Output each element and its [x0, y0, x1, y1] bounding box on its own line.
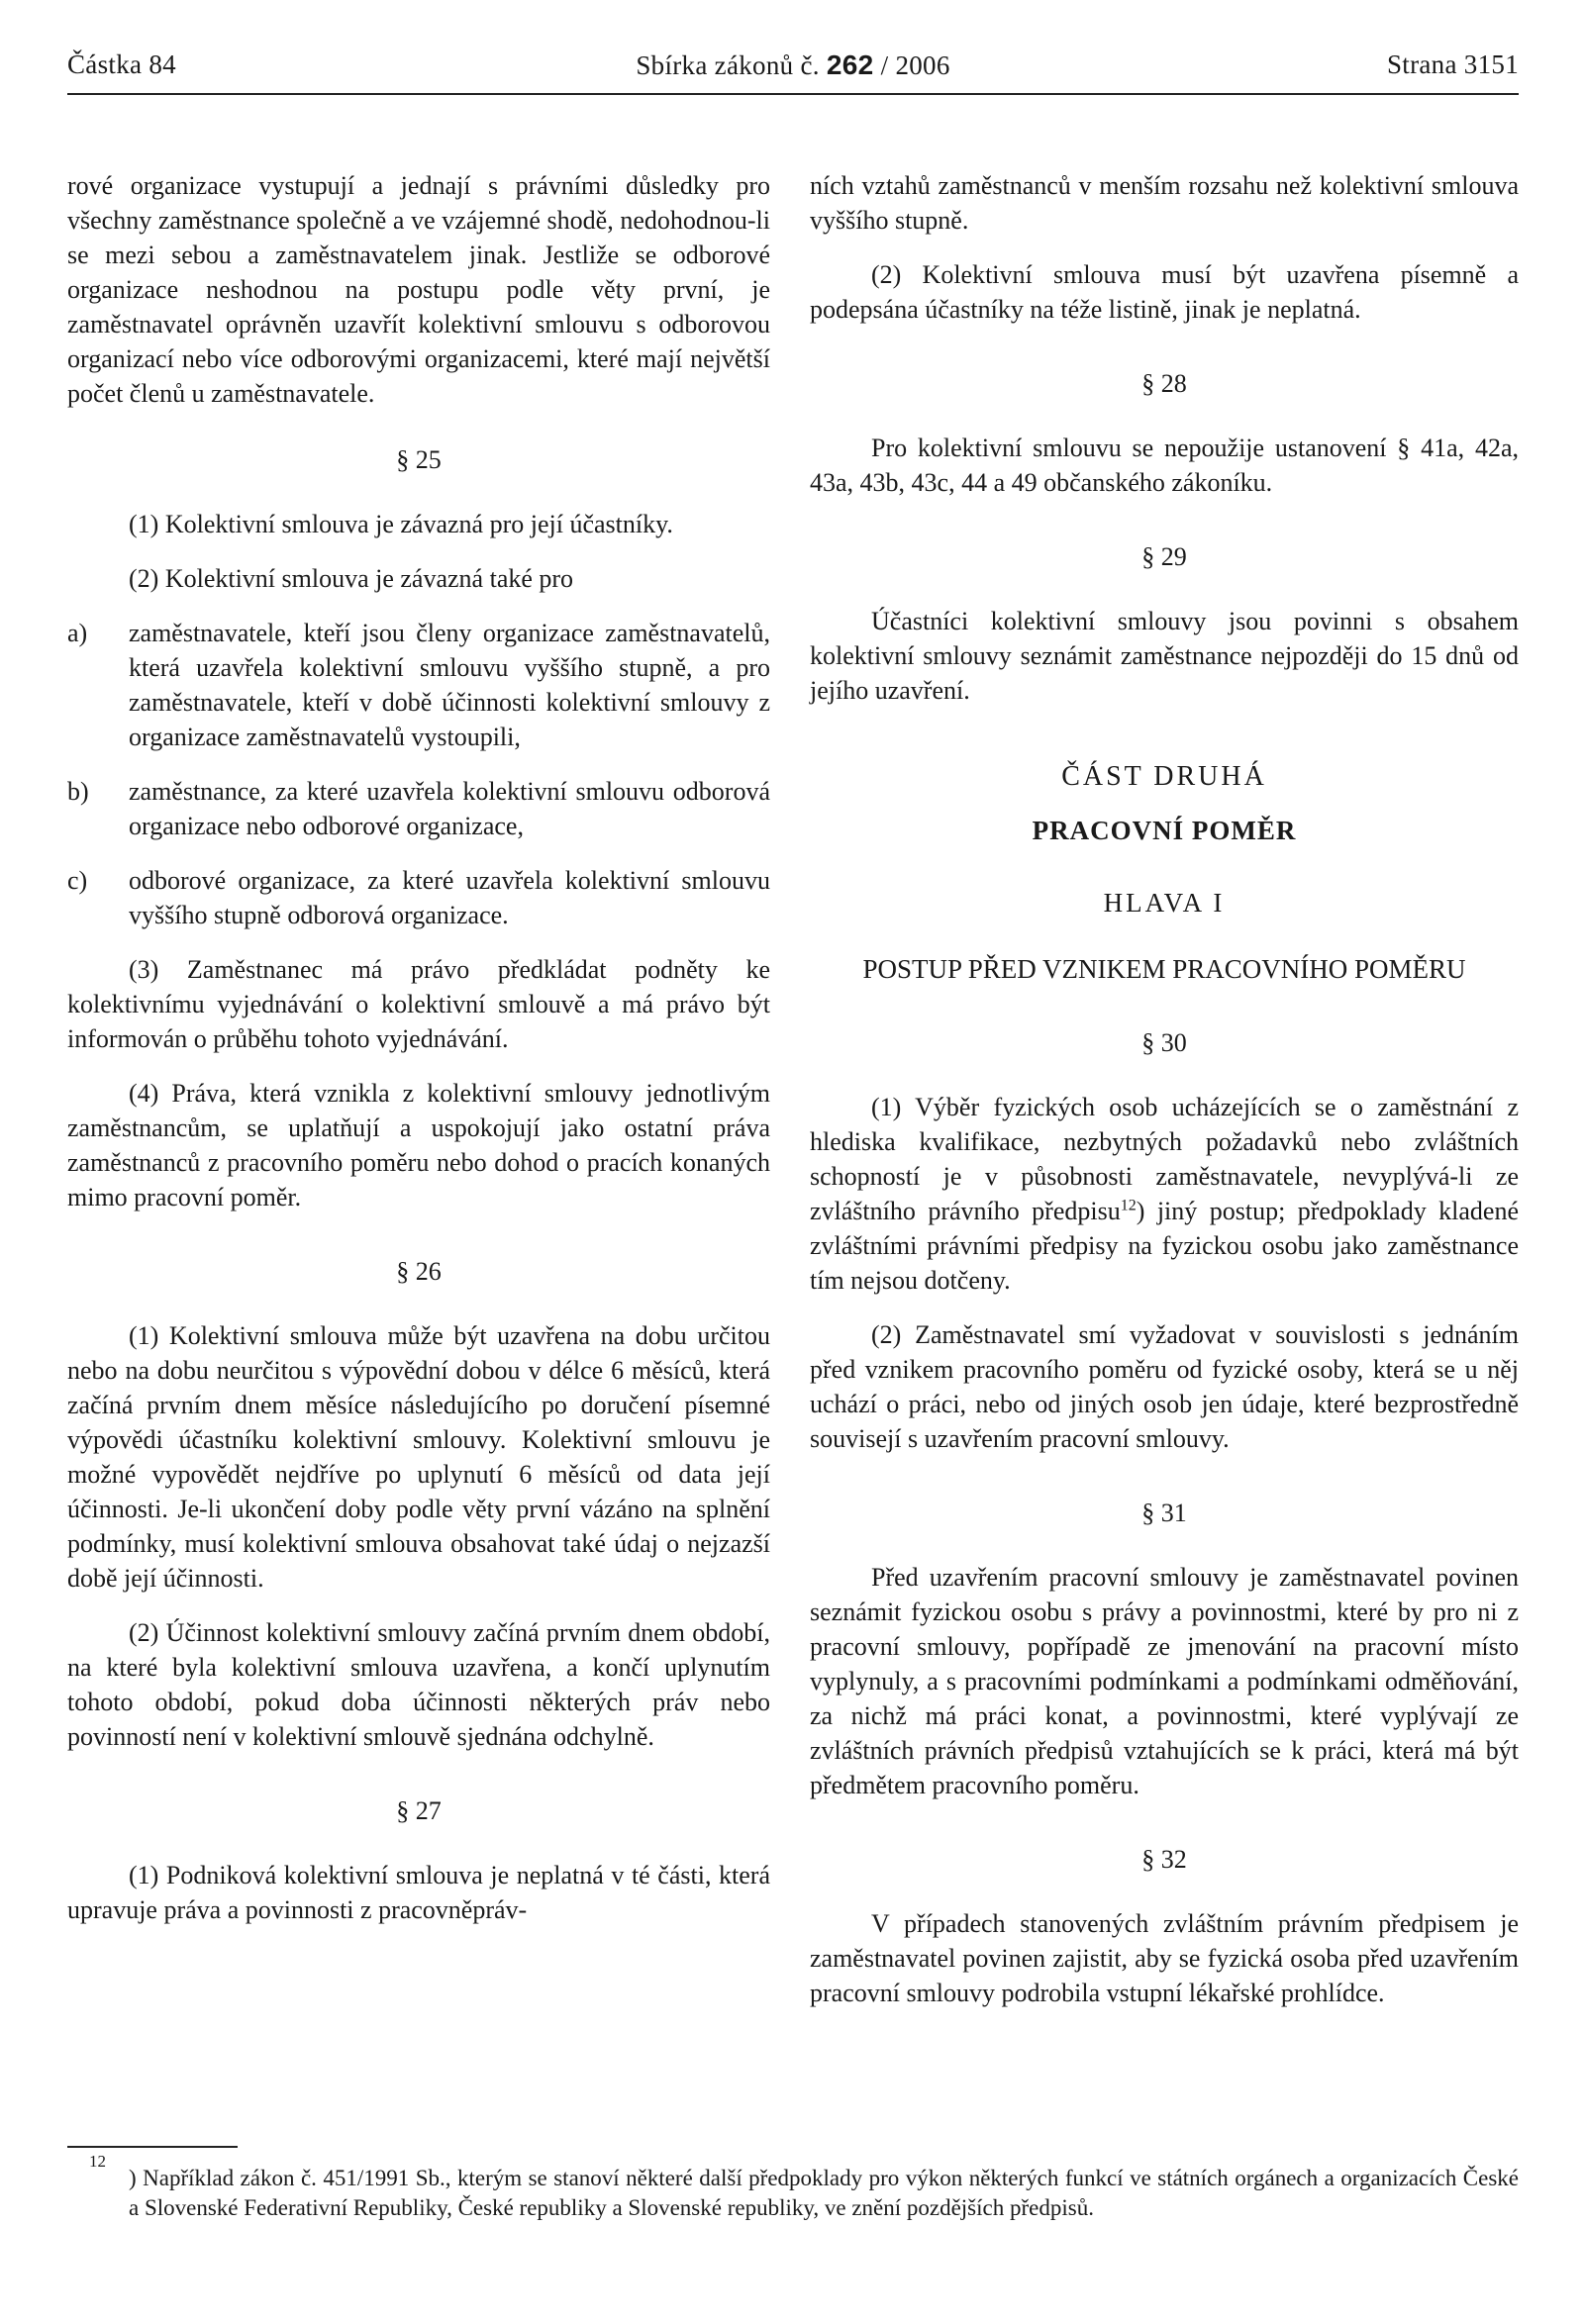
paragraph: (4) Práva, která vznikla z kolektivní smlouvy jednotlivým zaměstnancům, se uplatňují a uspokojují jako ostatní práva zaměstnanců z pracovního poměru nebo dohod o pracích konaných mimo pracovní poměr.: [67, 1079, 770, 1211]
paragraph-text: (1) Výběr fyzických osob ucházejících se o zaměstnání z hlediska kvalifikace, nezbytných požadavků nebo zvláštních schopností je v působnosti zaměstnavatele, nevyplývá-li ze zvláštního právního předpisu: [810, 1093, 1519, 1225]
paragraph: (1) Podniková kolektivní smlouva je neplatná v té části, která upravuje práva a povinnosti z pracovněpráv-: [67, 1861, 770, 1924]
paragraph: (3) Zaměstnanec má právo předkládat podněty ke kolektivnímu vyjednávání o kolektivní smlouvě a má právo být informován o průběhu tohoto vyjednávání.: [67, 955, 770, 1053]
section-heading: § 25: [396, 445, 442, 474]
paragraph: (2) Kolektivní smlouva je závazná také pro: [129, 564, 574, 593]
header-collection-prefix: Sbírka zákonů č.: [636, 50, 820, 80]
paragraph: (2) Kolektivní smlouva musí být uzavřena písemně a podepsána účastníky na téže listině, jinak je neplatná.: [810, 260, 1519, 324]
paragraph: V případech stanovených zvláštním právním předpisem je zaměstnavatel povinen zajistit, aby se fyzická osoba před uzavřením pracovní smlouvy podrobila vstupní lékařské prohlídce.: [810, 1909, 1519, 2007]
section-heading: § 32: [1141, 1845, 1187, 1874]
lettered-list: [67, 616, 770, 932]
paragraph: (1) Kolektivní smlouva může být uzavřena na dobu určitou nebo na dobu neurčitou s výpovědní dobou v délce 6 měsíců, která začíná prvním dnem měsíce následujícího po doručení písemné výpovědi účastníku kolektivní smlouvy. Kolektivní smlouvu je možné vypovědět nejdříve po uplynutí 6 měsíců od data její účinnosti. Je-li ukončení doby podle věty první vázáno na splnění podmínky, musí kolektivní smlouva obsahovat také údaj o nejzazší době její účinnosti.: [67, 1321, 770, 1593]
paragraph: Účastníci kolektivní smlouvy jsou povinni s obsahem kolektivní smlouvy seznámit zaměstnance nejpozději do 15 dnů od jejího uzavření.: [810, 607, 1519, 705]
list-item: [67, 863, 770, 932]
paragraph: (2) Zaměstnavatel smí vyžadovat v souvislosti s jednáním před vznikem pracovního poměru od fyzické osoby, která se u něj uchází o práci, nebo od jiných osob jen údaje, které bezprostředně souvisejí s uzavřením pracovní smlouvy.: [810, 1320, 1519, 1453]
part-title: ČÁST DRUHÁ: [1061, 761, 1267, 792]
chapter-title: HLAVA I: [1103, 888, 1226, 918]
header-part-number: Částka 84: [67, 49, 176, 79]
list-item-text: odborové organizace, za které uzavřela kolektivní smlouvu vyššího stupně odborová organizace.: [129, 866, 770, 929]
footnote-divider: [67, 2146, 238, 2148]
section-heading: § 29: [1141, 542, 1187, 571]
section-heading: § 27: [396, 1796, 442, 1825]
page-header: [67, 49, 1519, 95]
header-page-number: Strana 3151: [1386, 49, 1519, 79]
paragraph-text: ) jiný postup; předpoklady kladené zvláštními právními předpisy na fyzickou osobu jako zaměstnance tím nejsou dotčeny.: [810, 1197, 1519, 1295]
part-subtitle: PRACOVNÍ POMĚR: [1032, 816, 1297, 845]
list-item: [67, 616, 770, 754]
header-collection-title: [67, 49, 1519, 81]
list-item: [67, 774, 770, 843]
list-item-letter: b): [67, 777, 89, 806]
section-heading: § 26: [396, 1257, 442, 1286]
paragraph: Před uzavřením pracovní smlouvy je zaměstnavatel povinen seznámit fyzickou osobu s právy a povinnostmi, které by pro ni z pracovní smlouvy, popřípadě ze jmenování na pracovní místo vyplynuly, a s pracovními podmínkami a podmínkami odměňování, za nichž má práci konat, a povinnostmi, které vyplývají ze zvláštních právních předpisů vztahujících se k práci, která má být předmětem pracovního poměru.: [810, 1563, 1519, 1799]
paragraph: (2) Účinnost kolektivní smlouvy začíná prvním dnem období, na které byla kolektivní smlouva uzavřena, a končí uplynutím tohoto období, pokud doba účinnosti některých práv nebo povinností není v kolektivní smlouvě sjednána odchylně.: [67, 1618, 770, 1751]
list-item-letter: a): [67, 619, 88, 647]
footnote: 12 ) Například zákon č. 451/1991 Sb., kterým se stanoví některé další předpoklady pro výkon některých funkcí ve státních orgánech a organizacích České a Slovenské Federativní Republiky, České republiky a Slovenské republiky, ve znění pozdějších předpisů.: [89, 2152, 1519, 2220]
section-heading: § 31: [1141, 1499, 1187, 1527]
chapter-subtitle: POSTUP PŘED VZNIKEM PRACOVNÍHO POMĚRU: [862, 954, 1466, 984]
list-item-text: zaměstnavatele, kteří jsou členy organizace zaměstnavatelů, která uzavřela kolektivní smlouvu vyššího stupně, a pro zaměstnavatele, kteří v době účinnosti kolektivní smlouvy z organizace zaměstnavatelů vystoupili,: [129, 619, 770, 751]
paragraph: (1) Kolektivní smlouva je závazná pro její účastníky.: [129, 510, 673, 538]
list-item-letter: c): [67, 866, 88, 895]
right-column: [810, 168, 1519, 2030]
paragraph: rové organizace vystupují a jednají s právními důsledky pro všechny zaměstnance společně a ve vzájemné shodě, nedohodnou-li se mezi sebou a zaměstnavatelem jinak. Jestliže se odborové organizace neshodnou na postupu podle věty první, je zaměstnavatel oprávněn uzavřít kolektivní smlouvu s odborovou organizací nebo více odborovými organizacemi, které mají největší počet členů u zaměstnavatele.: [67, 171, 770, 408]
section-heading: § 30: [1141, 1028, 1187, 1057]
list-item-text: zaměstnance, za které uzavřela kolektivní smlouvu odborová organizace nebo odborové organizace,: [129, 777, 770, 840]
section-heading: § 28: [1141, 369, 1187, 398]
header-year: / 2006: [880, 50, 950, 80]
header-law-number: 262: [826, 49, 874, 80]
footnote-reference: 12: [1120, 1197, 1137, 1214]
paragraph: ních vztahů zaměstnanců v menším rozsahu než kolektivní smlouva vyššího stupně.: [810, 171, 1519, 235]
paragraph: Pro kolektivní smlouvu se nepoužije ustanovení § 41a, 42a, 43a, 43b, 43c, 44 a 49 občanského zákoníku.: [810, 434, 1519, 497]
footnote-text: ) Například zákon č. 451/1991 Sb., kterým se stanoví některé další předpoklady pro výkon některých funkcí ve státních orgánech a organizacích České a Slovenské Federativní Republiky, České republiky a Slovenské republiky, ve znění pozdějších předpisů.: [129, 2166, 1519, 2220]
paragraph: [810, 1090, 1519, 1298]
left-column: [67, 168, 770, 1947]
